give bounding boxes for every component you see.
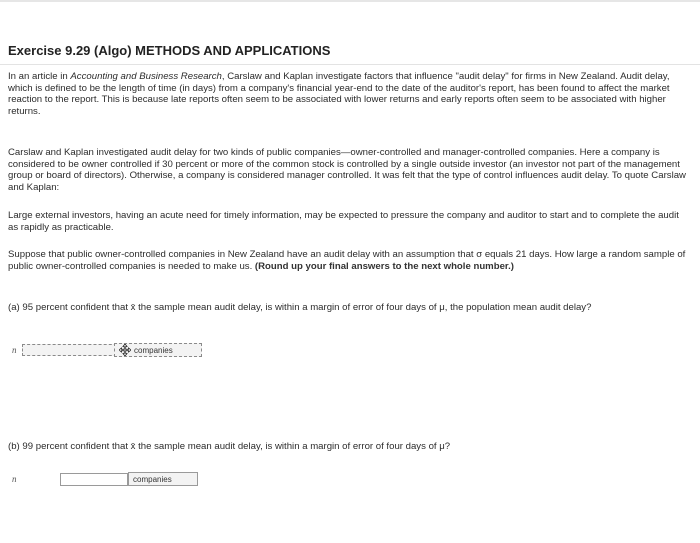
part-b-answer-row [12, 472, 198, 486]
part-b-unit-label: companies [133, 474, 172, 484]
intro-paragraph-2: Carslaw and Kaplan investigated audit delay for two kinds of public companies—owner-controlled and manager-controlled companies. Here a company is considered to be owner controlled if 30 percent or more of the common stock is controlled by a single outside investor (an investor not part of the management group or board of directors). Otherwise, a company is considered manager controlled. It was felt that the type of control influences audit delay. To quote Carslaw and Kaplan: [8, 147, 686, 193]
part-b-n-label: n [12, 474, 17, 484]
intro-paragraph-1: In an article in Accounting and Business Research, Carslaw and Kaplan investigate factors that influence "audit delay" for firms in New Zealand. Audit delay, which is defined to be the length of time (in days) from a company's financial year-end to the date of the auditor's report, has been found to affect the market reaction to the report. This is because late reports often seem to be associated with lower returns and early reports often seem to be associated with higher returns. [8, 71, 670, 117]
journal-name: Accounting and Business Research [70, 71, 222, 82]
part-b-n-input[interactable] [60, 473, 128, 486]
part-a-n-label: n [12, 345, 17, 355]
move-cursor-icon [119, 344, 131, 356]
rounding-instruction: (Round up your final answers to the next whole number.) [254, 260, 514, 272]
exercise-title: Exercise 9.29 (Algo) METHODS AND APPLICATIONS [8, 43, 331, 58]
top-border [0, 0, 700, 2]
part-a-question: (a) 95 percent confident that x̄ the sample mean audit delay, is within a margin of error of four days of μ, the population mean audit delay? [8, 302, 592, 313]
part-a-unit-box [114, 343, 202, 357]
part-a-n-input[interactable] [22, 344, 122, 356]
part-a-answer-row [12, 343, 202, 357]
part-b-question: (b) 99 percent confident that x̄ the sample mean audit delay, is within a margin of error of four days of μ? [8, 441, 451, 452]
instruction-paragraph: Suppose that public owner-controlled companies in New Zealand have an audit delay with an assumption that σ equals 21 days. How large a random sample of public owner-controlled companies is needed to make us. (Round up your final answers to the next whole number.) [8, 249, 686, 272]
part-b-unit-box [128, 472, 198, 486]
title-divider [0, 64, 700, 65]
part-a-unit-label: companies [134, 345, 173, 355]
quote-paragraph: Large external investors, having an acute need for timely information, may be expected to pressure the company and auditor to start and to complete the audit as rapidly as practicable. [8, 210, 679, 233]
